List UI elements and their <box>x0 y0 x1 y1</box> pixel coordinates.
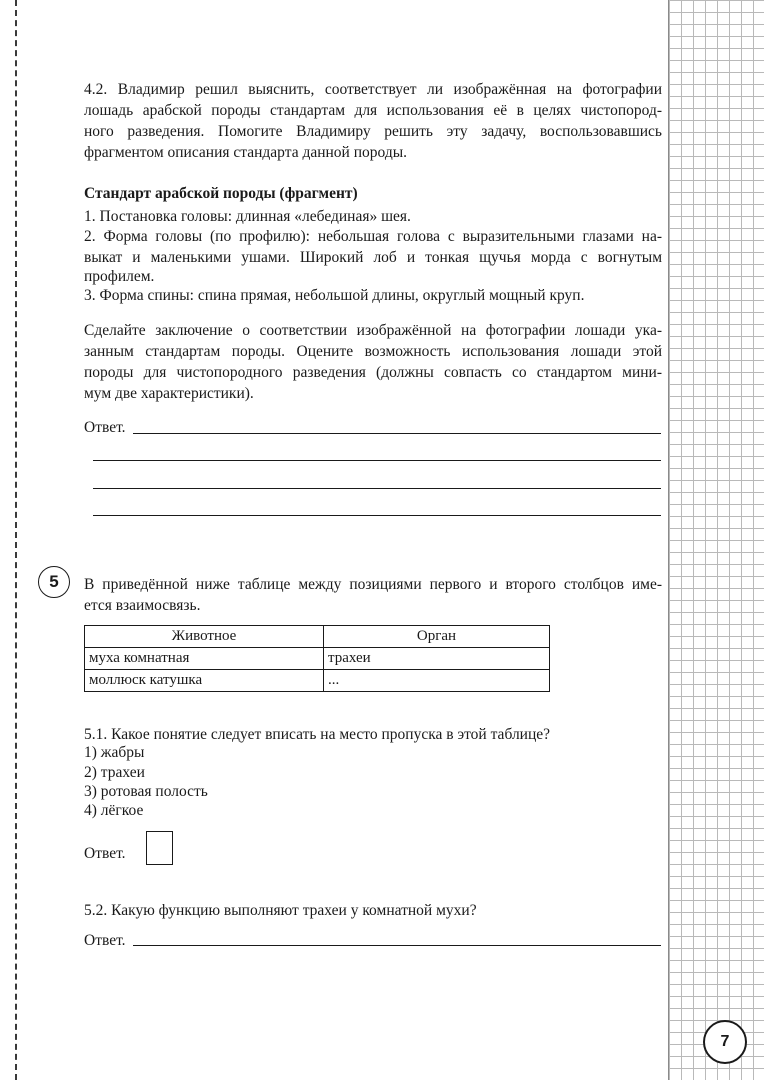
q52-question: 5.2. Какую функцию выполняют трахеи у комнатной мухи? <box>84 902 477 919</box>
q51-option-3: 3) ротовая полость <box>84 783 208 800</box>
task5-intro-line-2: ется взаимосвязь. <box>84 597 201 614</box>
q52-answer-label: Ответ. <box>84 932 126 949</box>
q51-question: 5.1. Какое понятие следует вписать на место пропуска в этой таблице? <box>84 726 551 743</box>
standard-item-2-line-1: 2. Форма головы (по профилю): небольшая голова с выразительными глазами на- <box>84 228 662 245</box>
q51-option-2: 2) трахеи <box>84 764 145 781</box>
cut-line <box>15 0 17 1080</box>
task42-answer-line-2[interactable] <box>93 460 661 461</box>
instruction-line-2: занным стандартам породы. Оцените возможность использования лошади этой <box>84 343 662 360</box>
task42-answer-line-1[interactable] <box>133 433 661 434</box>
task42-line-2: лошадь арабской породы стандартам для использования её в целях чистопород- <box>84 102 662 119</box>
table-cell-blank: ... <box>324 670 550 692</box>
instruction-line-4: мум две характеристики). <box>84 385 254 402</box>
grid-margin <box>668 0 764 1080</box>
q52-answer-line[interactable] <box>133 945 661 946</box>
table-cell: муха комнатная <box>85 648 324 670</box>
table-header-row <box>85 626 550 648</box>
standard-item-1: 1. Постановка головы: длинная «лебединая» шея. <box>84 208 411 225</box>
task42-answer-line-4[interactable] <box>93 515 661 516</box>
instruction-line-1: Сделайте заключение о соответствии изображённой на фотографии лошади ука- <box>84 322 662 339</box>
table-cell: трахеи <box>324 648 550 670</box>
task42-line-4: фрагментом описания стандарта данной породы. <box>84 144 407 161</box>
q51-answer-box[interactable] <box>146 831 173 865</box>
task42-answer-line-3[interactable] <box>93 488 661 489</box>
task42-answer-label: Ответ. <box>84 419 126 436</box>
q51-answer-label: Ответ. <box>84 845 126 862</box>
task-number-badge: 5 <box>38 566 70 598</box>
table-cell: моллюск катушка <box>85 670 324 692</box>
table-row <box>85 670 550 692</box>
standard-item-3: 3. Форма спины: спина прямая, небольшой длины, округлый мощный круп. <box>84 287 585 304</box>
standard-title: Стандарт арабской породы (фрагмент) <box>84 185 358 202</box>
q51-option-1: 1) жабры <box>84 744 145 761</box>
standard-item-2-line-2: выкат и маленькими ушами. Широкий лоб и тонкая щучья морда с вогнутым <box>84 249 662 266</box>
standard-item-2-line-3: профилем. <box>84 268 155 285</box>
table-row <box>85 648 550 670</box>
table-header-animal: Животное <box>85 626 324 648</box>
task42-line-3: ного разведения. Помогите Владимиру решить эту задачу, воспользовавшись <box>84 123 662 140</box>
instruction-line-3: породы для чистопородного разведения (должны совпасть со стандартом мини- <box>84 364 662 381</box>
relation-table <box>84 625 550 692</box>
page-number: 7 <box>703 1020 747 1064</box>
task42-line-1: 4.2. Владимир решил выяснить, соответствует ли изображённая на фотографии <box>84 81 662 98</box>
q51-option-4: 4) лёгкое <box>84 802 144 819</box>
task5-intro-line-1: В приведённой ниже таблице между позициями первого и второго столбцов име- <box>84 576 662 593</box>
table-header-organ: Орган <box>324 626 550 648</box>
